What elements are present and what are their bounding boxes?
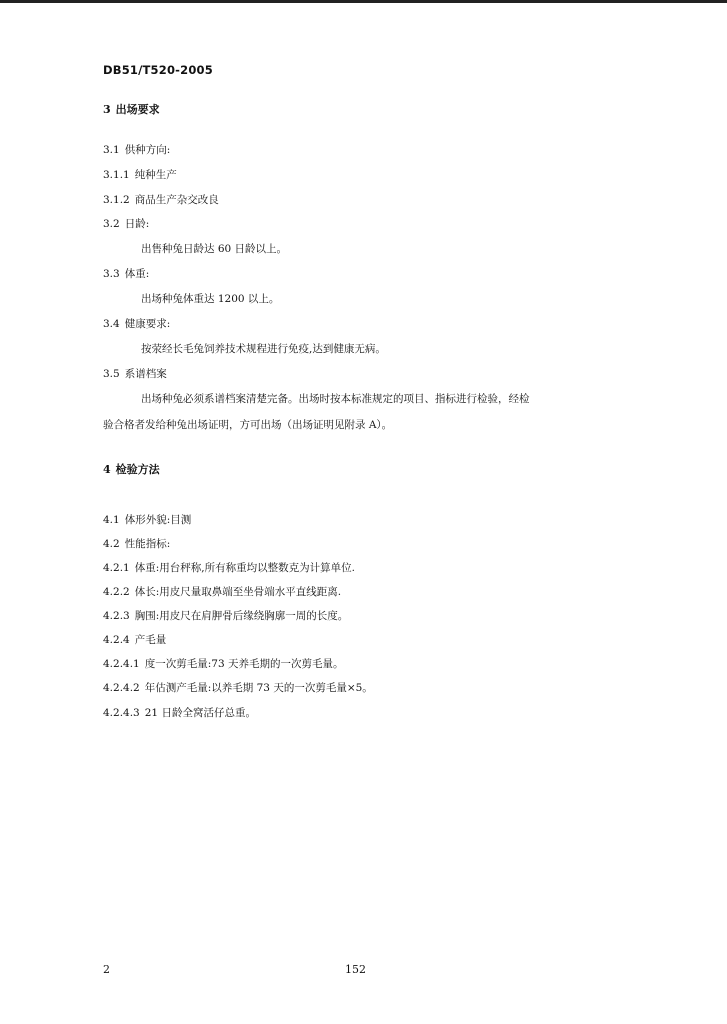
clause-text: 体长:用皮尺量取鼻端至坐骨端水平直线距离. — [134, 586, 342, 598]
body-line — [103, 537, 170, 551]
clause-number: 3.4 — [103, 318, 120, 330]
clause-number: 4.2.4 — [103, 634, 130, 646]
clause-number: 4.2 — [103, 538, 120, 550]
clause-text: 性能指标: — [124, 538, 171, 550]
clause-number: 3.3 — [103, 268, 120, 280]
clause-number: 4.2.4.3 — [103, 707, 140, 719]
clause-text: 体重:用台秤称,所有称重均以整数克为计算单位. — [134, 562, 355, 574]
clause-text: 体形外貌:目测 — [124, 514, 192, 526]
clause-number: 4 — [103, 463, 111, 476]
clause-number: 3.1.2 — [103, 194, 130, 206]
clause-text: 检验方法 — [115, 463, 160, 476]
body-line — [103, 706, 256, 720]
clause-text: 体重: — [124, 268, 150, 280]
body-line — [141, 342, 386, 356]
body-line — [103, 193, 219, 207]
clause-text: 纯种生产 — [134, 169, 177, 181]
clause-text: 胸围:用皮尺在肩胛骨后缘绕胸廓一周的长度。 — [134, 610, 349, 622]
body-line — [103, 143, 170, 157]
clause-text: 验合格者发给种兔出场证明，方可出场（出场证明见附录 A）。 — [103, 419, 393, 431]
body-line — [103, 418, 392, 432]
clause-text: 按荥经长毛兔饲养技术规程进行免疫,达到健康无病。 — [141, 343, 386, 355]
clause-text: 健康要求: — [124, 318, 171, 330]
footer-page-center: 152 — [345, 963, 366, 976]
clause-text: 日龄: — [124, 218, 150, 230]
section-heading — [103, 463, 160, 477]
section-heading — [103, 103, 160, 117]
clause-text: 产毛量 — [134, 634, 167, 646]
body-line — [141, 242, 287, 256]
clause-text: 出场种兔体重达 1200 以上。 — [141, 293, 280, 305]
clause-number: 3.2 — [103, 218, 120, 230]
body-line — [141, 292, 279, 306]
body-line — [141, 392, 530, 406]
clause-text: 年估测产毛量:以养毛期 73 天的一次剪毛量×5。 — [144, 682, 373, 694]
top-rule — [0, 0, 727, 3]
body-line — [103, 168, 177, 182]
clause-text: 商品生产杂交改良 — [134, 194, 219, 206]
body-line — [103, 267, 149, 281]
clause-number: 3 — [103, 103, 111, 116]
body-line — [103, 317, 170, 331]
footer-page-left: 2 — [103, 963, 110, 976]
clause-number: 3.5 — [103, 368, 120, 380]
clause-number: 4.2.2 — [103, 586, 130, 598]
body-line — [103, 657, 344, 671]
body-line — [103, 609, 348, 623]
clause-number: 4.1 — [103, 514, 120, 526]
clause-text: 21 日龄全窝活仔总重。 — [144, 707, 256, 719]
document-code: DB51/T520-2005 — [103, 63, 213, 77]
body-line — [103, 585, 341, 599]
clause-number: 4.2.3 — [103, 610, 130, 622]
clause-number: 4.2.4.1 — [103, 658, 140, 670]
clause-text: 系谱档案 — [124, 368, 167, 380]
body-line — [103, 513, 191, 527]
body-line — [103, 367, 167, 381]
body-line — [103, 561, 355, 575]
clause-text: 出场要求 — [115, 103, 160, 116]
body-line — [103, 633, 166, 647]
body-line — [103, 217, 149, 231]
clause-number: 4.2.1 — [103, 562, 130, 574]
clause-text: 度一次剪毛量:73 天养毛期的一次剪毛量。 — [144, 658, 344, 670]
clause-number: 3.1.1 — [103, 169, 130, 181]
clause-number: 3.1 — [103, 144, 120, 156]
body-line — [103, 681, 373, 695]
clause-text: 出售种兔日龄达 60 日龄以上。 — [141, 243, 288, 255]
clause-text: 出场种兔必须系谱档案清楚完备。出场时按本标准规定的项目、指标进行检验，经检 — [141, 393, 530, 405]
clause-text: 供种方向: — [124, 144, 171, 156]
clause-number: 4.2.4.2 — [103, 682, 140, 694]
